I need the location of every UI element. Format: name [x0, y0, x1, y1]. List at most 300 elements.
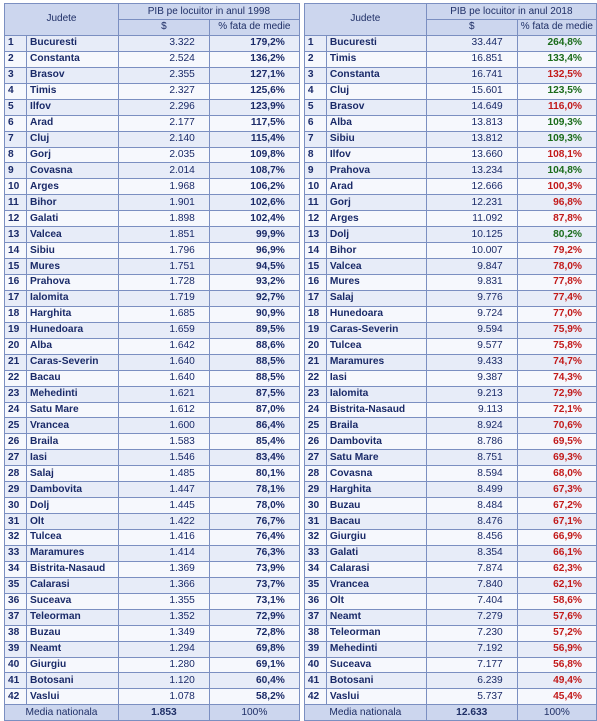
table-row [5, 514, 300, 530]
rank-cell: 18 [304, 306, 326, 322]
usd-cell: 1.728 [118, 275, 209, 291]
table-row [304, 179, 596, 195]
pct-cell: 70,6% [517, 418, 596, 434]
usd-cell: 1.751 [118, 259, 209, 275]
county-cell: Botosani [26, 673, 118, 689]
pct-cell: 76,3% [209, 545, 299, 561]
county-cell: Olt [326, 593, 426, 609]
usd-cell: 1.349 [118, 625, 209, 641]
usd-cell: 5.737 [426, 689, 517, 705]
pct-cell: 68,0% [517, 466, 596, 482]
pct-cell: 69,1% [209, 657, 299, 673]
table-row [5, 275, 300, 291]
county-cell: Bihor [26, 195, 118, 211]
usd-cell: 7.874 [426, 561, 517, 577]
table-row [5, 163, 300, 179]
table-row [304, 370, 596, 386]
usd-cell: 6.239 [426, 673, 517, 689]
pct-cell: 67,1% [517, 514, 596, 530]
pct-cell: 56,8% [517, 657, 596, 673]
county-cell: Arad [26, 115, 118, 131]
table-row [5, 673, 300, 689]
table-row [304, 657, 596, 673]
rank-cell: 2 [5, 51, 27, 67]
county-cell: Vrancea [26, 418, 118, 434]
county-cell: Brasov [326, 99, 426, 115]
county-cell: Ilfov [326, 147, 426, 163]
table-row [304, 689, 596, 705]
usd-cell: 7.177 [426, 657, 517, 673]
rank-cell: 18 [5, 306, 27, 322]
rank-cell: 28 [5, 466, 27, 482]
county-cell: Mehedinti [326, 641, 426, 657]
rank-cell: 38 [5, 625, 27, 641]
table-row [5, 67, 300, 83]
county-cell: Gorj [26, 147, 118, 163]
county-cell: Covasna [26, 163, 118, 179]
table-row [304, 482, 596, 498]
table-row [304, 83, 596, 99]
usd-cell: 2.355 [118, 67, 209, 83]
rank-cell: 15 [304, 259, 326, 275]
pct-cell: 58,2% [209, 689, 299, 705]
pct-cell: 86,4% [209, 418, 299, 434]
pct-cell: 58,6% [517, 593, 596, 609]
national-average-usd: 12.633 [426, 705, 517, 721]
pct-cell: 67,2% [517, 498, 596, 514]
pct-cell: 88,5% [209, 354, 299, 370]
usd-cell: 1.352 [118, 609, 209, 625]
usd-cell: 1.642 [118, 338, 209, 354]
county-cell: Mehedinti [26, 386, 118, 402]
usd-cell: 1.078 [118, 689, 209, 705]
rank-cell: 8 [304, 147, 326, 163]
table-row [304, 131, 596, 147]
usd-cell: 9.724 [426, 306, 517, 322]
table-row [304, 514, 596, 530]
county-cell: Prahova [26, 275, 118, 291]
national-average-pct: 100% [209, 705, 299, 721]
usd-header: $ [118, 20, 209, 36]
rank-cell: 22 [5, 370, 27, 386]
county-cell: Galati [26, 211, 118, 227]
county-cell: Bucuresti [26, 35, 118, 51]
pct-cell: 72,9% [209, 609, 299, 625]
rank-cell: 20 [304, 338, 326, 354]
table-row [5, 545, 300, 561]
table-row [304, 530, 596, 546]
rank-cell: 21 [304, 354, 326, 370]
county-cell: Ilfov [26, 99, 118, 115]
rank-cell: 30 [5, 498, 27, 514]
county-cell: Arges [326, 211, 426, 227]
county-cell: Dambovita [326, 434, 426, 450]
county-cell: Giurgiu [326, 530, 426, 546]
pct-cell: 72,9% [517, 386, 596, 402]
county-header: Judete [5, 4, 119, 36]
usd-cell: 1.416 [118, 530, 209, 546]
usd-cell: 1.445 [118, 498, 209, 514]
table-row [304, 577, 596, 593]
pct-cell: 77,8% [517, 275, 596, 291]
rank-cell: 16 [304, 275, 326, 291]
usd-cell: 2.035 [118, 147, 209, 163]
usd-cell: 33.447 [426, 35, 517, 51]
pct-cell: 56,9% [517, 641, 596, 657]
pct-cell: 87,8% [517, 211, 596, 227]
rank-cell: 41 [304, 673, 326, 689]
county-cell: Bacau [326, 514, 426, 530]
pct-cell: 123,5% [517, 83, 596, 99]
rank-cell: 17 [304, 290, 326, 306]
usd-cell: 9.831 [426, 275, 517, 291]
usd-cell: 7.230 [426, 625, 517, 641]
usd-cell: 12.666 [426, 179, 517, 195]
table-row [304, 434, 596, 450]
table-row [304, 561, 596, 577]
table-row [5, 609, 300, 625]
usd-cell: 1.640 [118, 354, 209, 370]
county-cell: Salaj [26, 466, 118, 482]
county-cell: Dolj [26, 498, 118, 514]
table-row [304, 498, 596, 514]
rank-cell: 24 [304, 402, 326, 418]
county-cell: Bihor [326, 243, 426, 259]
county-cell: Arad [326, 179, 426, 195]
county-cell: Buzau [26, 625, 118, 641]
rank-cell: 13 [5, 227, 27, 243]
pct-cell: 85,4% [209, 434, 299, 450]
pct-cell: 45,4% [517, 689, 596, 705]
rank-cell: 29 [5, 482, 27, 498]
table-row [5, 593, 300, 609]
county-cell: Arges [26, 179, 118, 195]
pct-cell: 108,7% [209, 163, 299, 179]
county-cell: Hunedoara [326, 306, 426, 322]
county-cell: Constanta [26, 51, 118, 67]
usd-cell: 1.600 [118, 418, 209, 434]
table-row [5, 657, 300, 673]
usd-cell: 1.901 [118, 195, 209, 211]
table-row [5, 243, 300, 259]
usd-cell: 9.433 [426, 354, 517, 370]
usd-cell: 1.369 [118, 561, 209, 577]
pct-cell: 67,3% [517, 482, 596, 498]
rank-cell: 11 [5, 195, 27, 211]
rank-cell: 9 [5, 163, 27, 179]
group-header: PIB pe locuitor in anul 1998 [118, 4, 299, 20]
table-row [304, 259, 596, 275]
usd-cell: 9.776 [426, 290, 517, 306]
table-row [304, 115, 596, 131]
usd-cell: 7.404 [426, 593, 517, 609]
pct-cell: 57,2% [517, 625, 596, 641]
county-cell: Timis [26, 83, 118, 99]
usd-cell: 1.796 [118, 243, 209, 259]
pct-cell: 109,3% [517, 115, 596, 131]
rank-cell: 7 [304, 131, 326, 147]
rank-cell: 24 [5, 402, 27, 418]
table-row [5, 99, 300, 115]
county-cell: Teleorman [326, 625, 426, 641]
rank-cell: 14 [5, 243, 27, 259]
usd-cell: 13.660 [426, 147, 517, 163]
table-row [304, 673, 596, 689]
usd-cell: 1.640 [118, 370, 209, 386]
county-cell: Suceava [26, 593, 118, 609]
county-cell: Harghita [26, 306, 118, 322]
pct-cell: 108,1% [517, 147, 596, 163]
county-cell: Dambovita [26, 482, 118, 498]
rank-cell: 6 [304, 115, 326, 131]
county-cell: Caras-Severin [326, 322, 426, 338]
pct-cell: 72,8% [209, 625, 299, 641]
pct-cell: 77,4% [517, 290, 596, 306]
county-cell: Harghita [326, 482, 426, 498]
rank-cell: 21 [5, 354, 27, 370]
county-cell: Salaj [326, 290, 426, 306]
table-row [5, 290, 300, 306]
usd-cell: 8.476 [426, 514, 517, 530]
table-row [5, 577, 300, 593]
pct-cell: 125,6% [209, 83, 299, 99]
usd-cell: 7.840 [426, 577, 517, 593]
usd-cell: 13.812 [426, 131, 517, 147]
table-row [5, 35, 300, 51]
pct-cell: 73,1% [209, 593, 299, 609]
county-cell: Braila [26, 434, 118, 450]
usd-cell: 8.786 [426, 434, 517, 450]
county-cell: Giurgiu [26, 657, 118, 673]
usd-cell: 8.354 [426, 545, 517, 561]
rank-cell: 12 [5, 211, 27, 227]
pct-cell: 62,1% [517, 577, 596, 593]
rank-cell: 26 [5, 434, 27, 450]
table-row [5, 195, 300, 211]
table-row [5, 115, 300, 131]
pct-cell: 88,6% [209, 338, 299, 354]
rank-cell: 29 [304, 482, 326, 498]
table-row [5, 530, 300, 546]
usd-cell: 10.007 [426, 243, 517, 259]
county-cell: Braila [326, 418, 426, 434]
rank-cell: 33 [5, 545, 27, 561]
county-header: Judete [304, 4, 426, 36]
usd-cell: 8.751 [426, 450, 517, 466]
pct-cell: 88,5% [209, 370, 299, 386]
pct-header: % fata de medie [517, 20, 596, 36]
county-cell: Tulcea [326, 338, 426, 354]
pct-cell: 93,2% [209, 275, 299, 291]
pct-cell: 109,3% [517, 131, 596, 147]
pct-cell: 106,2% [209, 179, 299, 195]
county-cell: Satu Mare [26, 402, 118, 418]
rank-cell: 32 [5, 530, 27, 546]
county-cell: Caras-Severin [26, 354, 118, 370]
usd-cell: 1.447 [118, 482, 209, 498]
usd-cell: 3.322 [118, 35, 209, 51]
county-cell: Botosani [326, 673, 426, 689]
county-cell: Vrancea [326, 577, 426, 593]
pct-cell: 69,3% [517, 450, 596, 466]
usd-cell: 8.924 [426, 418, 517, 434]
table-row [5, 561, 300, 577]
pct-cell: 76,4% [209, 530, 299, 546]
national-average-label: Media nationala [5, 705, 119, 721]
rank-cell: 42 [5, 689, 27, 705]
table-row [304, 99, 596, 115]
usd-cell: 8.456 [426, 530, 517, 546]
pct-cell: 96,8% [517, 195, 596, 211]
county-cell: Olt [26, 514, 118, 530]
table-row [304, 322, 596, 338]
table-row [304, 243, 596, 259]
rank-cell: 7 [5, 131, 27, 147]
pct-cell: 73,7% [209, 577, 299, 593]
usd-cell: 1.414 [118, 545, 209, 561]
table-body [5, 35, 300, 704]
usd-cell: 1.546 [118, 450, 209, 466]
rank-cell: 4 [5, 83, 27, 99]
table-row [5, 386, 300, 402]
pct-cell: 89,5% [209, 322, 299, 338]
pct-cell: 66,9% [517, 530, 596, 546]
table-row [5, 306, 300, 322]
rank-cell: 20 [5, 338, 27, 354]
table-row [5, 450, 300, 466]
pct-cell: 132,5% [517, 67, 596, 83]
rank-cell: 27 [304, 450, 326, 466]
tables-container [4, 3, 597, 721]
rank-cell: 19 [304, 322, 326, 338]
county-cell: Mures [326, 275, 426, 291]
table-row [304, 147, 596, 163]
national-average-label: Media nationala [304, 705, 426, 721]
usd-cell: 13.813 [426, 115, 517, 131]
rank-cell: 10 [304, 179, 326, 195]
county-cell: Sibiu [26, 243, 118, 259]
pct-cell: 102,6% [209, 195, 299, 211]
table-row [5, 227, 300, 243]
county-cell: Iasi [326, 370, 426, 386]
table-row [304, 641, 596, 657]
usd-cell: 1.355 [118, 593, 209, 609]
pct-cell: 94,5% [209, 259, 299, 275]
county-cell: Bistrita-Nasaud [326, 402, 426, 418]
usd-cell: 8.594 [426, 466, 517, 482]
table-row [5, 338, 300, 354]
county-cell: Calarasi [326, 561, 426, 577]
usd-cell: 8.499 [426, 482, 517, 498]
table-row [5, 625, 300, 641]
table-row [5, 466, 300, 482]
pct-cell: 60,4% [209, 673, 299, 689]
rank-cell: 23 [304, 386, 326, 402]
county-cell: Cluj [26, 131, 118, 147]
usd-cell: 1.898 [118, 211, 209, 227]
county-cell: Ialomita [326, 386, 426, 402]
table-row [5, 434, 300, 450]
rank-cell: 25 [304, 418, 326, 434]
county-cell: Teleorman [26, 609, 118, 625]
rank-cell: 5 [5, 99, 27, 115]
county-cell: Alba [326, 115, 426, 131]
pct-cell: 102,4% [209, 211, 299, 227]
county-cell: Tulcea [26, 530, 118, 546]
rank-cell: 37 [5, 609, 27, 625]
county-cell: Prahova [326, 163, 426, 179]
rank-cell: 16 [5, 275, 27, 291]
rank-cell: 2 [304, 51, 326, 67]
usd-cell: 1.120 [118, 673, 209, 689]
pct-cell: 74,3% [517, 370, 596, 386]
pct-cell: 136,2% [209, 51, 299, 67]
county-cell: Maramures [326, 354, 426, 370]
county-cell: Mures [26, 259, 118, 275]
rank-cell: 31 [5, 514, 27, 530]
table-row [304, 51, 596, 67]
county-cell: Constanta [326, 67, 426, 83]
rank-cell: 26 [304, 434, 326, 450]
rank-cell: 32 [304, 530, 326, 546]
national-average-pct: 100% [517, 705, 596, 721]
rank-cell: 36 [5, 593, 27, 609]
rank-cell: 19 [5, 322, 27, 338]
table-row [5, 498, 300, 514]
pct-cell: 80,1% [209, 466, 299, 482]
pct-cell: 69,5% [517, 434, 596, 450]
gdp-table-2018 [304, 3, 597, 721]
county-cell: Suceava [326, 657, 426, 673]
rank-cell: 35 [5, 577, 27, 593]
table-row [5, 689, 300, 705]
table-row [304, 466, 596, 482]
county-cell: Satu Mare [326, 450, 426, 466]
usd-cell: 2.177 [118, 115, 209, 131]
table-row [304, 402, 596, 418]
county-cell: Timis [326, 51, 426, 67]
pct-cell: 127,1% [209, 67, 299, 83]
county-cell: Sibiu [326, 131, 426, 147]
pct-cell: 115,4% [209, 131, 299, 147]
pct-cell: 76,7% [209, 514, 299, 530]
county-cell: Neamt [326, 609, 426, 625]
pct-cell: 73,9% [209, 561, 299, 577]
county-cell: Vaslui [26, 689, 118, 705]
rank-cell: 36 [304, 593, 326, 609]
table-row [304, 625, 596, 641]
table-row [5, 211, 300, 227]
usd-cell: 7.279 [426, 609, 517, 625]
usd-cell: 9.113 [426, 402, 517, 418]
usd-cell: 9.847 [426, 259, 517, 275]
table-row [304, 211, 596, 227]
usd-cell: 1.968 [118, 179, 209, 195]
table-row [304, 306, 596, 322]
table-row [304, 593, 596, 609]
usd-cell: 1.851 [118, 227, 209, 243]
usd-cell: 1.719 [118, 290, 209, 306]
table-row [304, 163, 596, 179]
usd-cell: 11.092 [426, 211, 517, 227]
rank-cell: 11 [304, 195, 326, 211]
usd-cell: 1.294 [118, 641, 209, 657]
county-cell: Maramures [26, 545, 118, 561]
pct-cell: 87,0% [209, 402, 299, 418]
county-cell: Neamt [26, 641, 118, 657]
county-cell: Bistrita-Nasaud [26, 561, 118, 577]
pct-cell: 75,8% [517, 338, 596, 354]
